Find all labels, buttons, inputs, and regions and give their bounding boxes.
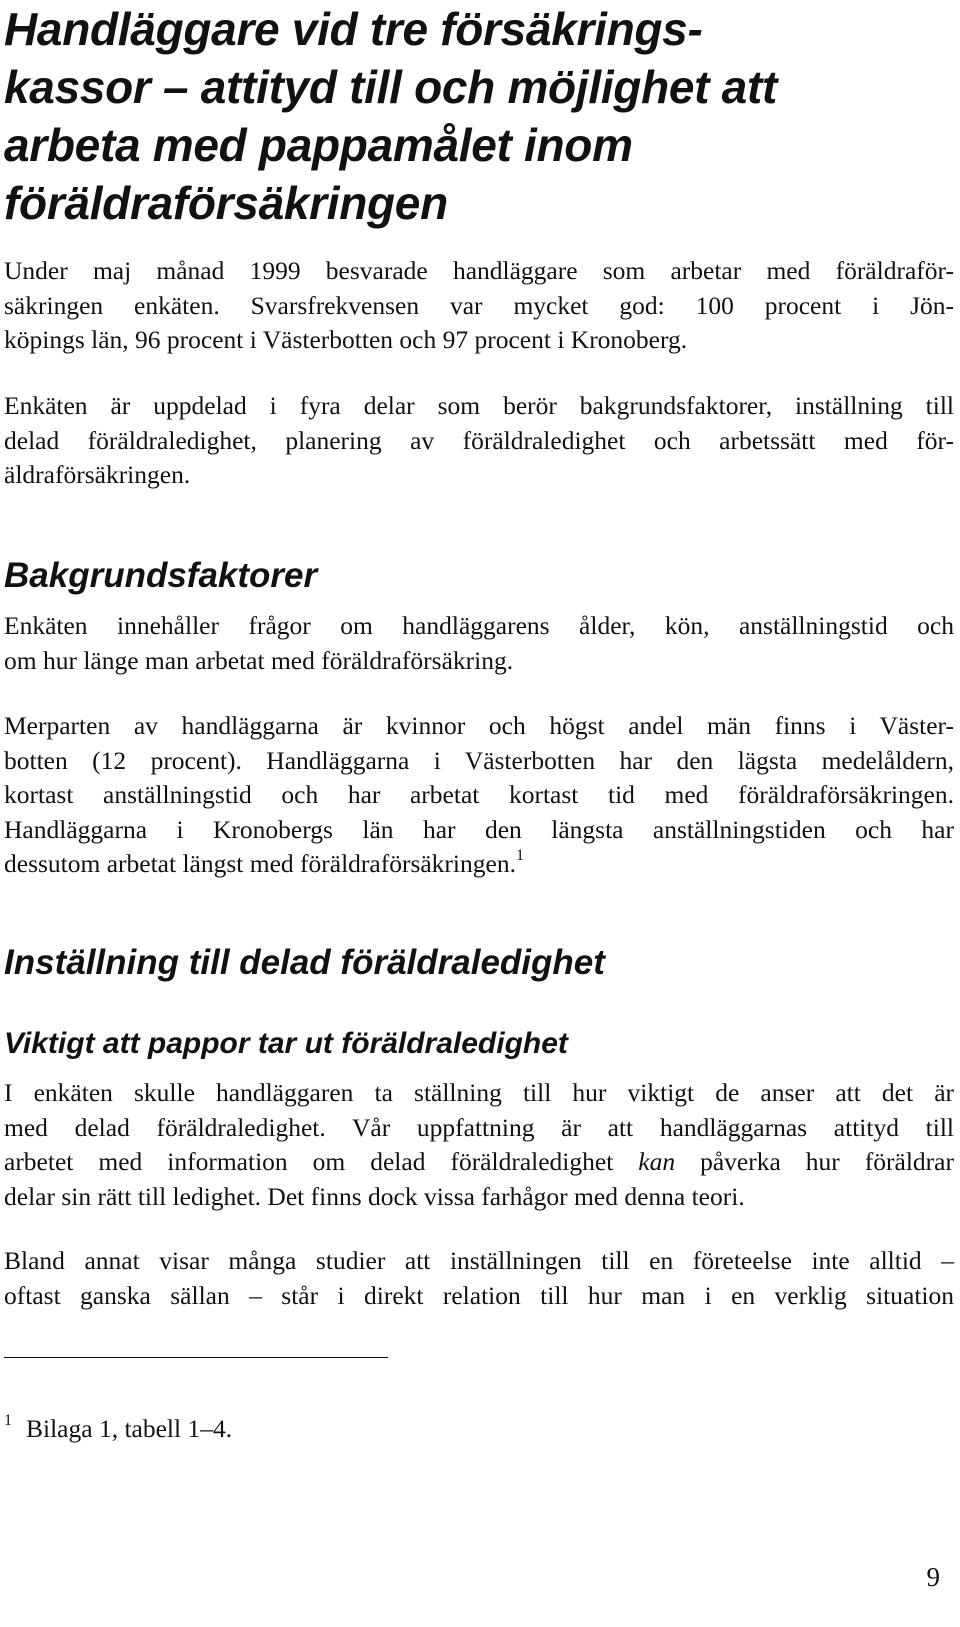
title-line: föräldraförsäkringen — [4, 177, 448, 229]
text-segment: arbetet med information om delad föräldraledighet — [4, 1147, 639, 1176]
footnote-text: Bilaga 1, tabell 1–4. — [26, 1414, 233, 1443]
page-title — [4, 0, 954, 232]
intro-paragraph-1 — [4, 254, 954, 358]
text-line: I enkäten skulle handläggaren ta ställning till hur viktigt de anser att det är — [4, 1078, 954, 1107]
page-number: 9 — [926, 1562, 940, 1592]
text-line: Enkäten innehåller frågor om handläggarens ålder, kön, anställningstid och — [4, 611, 954, 640]
text-line: delar sin rätt till ledighet. Det finns dock vissa farhågor med denna teori. — [4, 1181, 745, 1211]
text-line — [4, 847, 954, 882]
text-line: köpings län, 96 procent i Västerbotten och 97 procent i Kronoberg. — [4, 325, 688, 354]
emphasis-text: kan — [638, 1147, 676, 1176]
text-line: Merparten av handläggarna är kvinnor och högst andel män finns i Väster- — [4, 711, 954, 740]
section2-paragraph-1 — [4, 1076, 954, 1214]
footnote-reference[interactable]: 1 — [515, 847, 524, 864]
text-line: Bland annat visar många studier att inställningen till en företeelse inte alltid – — [4, 1246, 954, 1275]
footnote — [4, 1412, 232, 1446]
text-line: äldraförsäkringen. — [4, 460, 191, 489]
intro-paragraph-2 — [4, 389, 954, 493]
text-line: om hur länge man arbetat med föräldraförsäkring. — [4, 645, 514, 675]
section-heading-bakgrundsfaktorer: Bakgrundsfaktorer — [4, 556, 318, 595]
section1-paragraph-1 — [4, 609, 954, 678]
text-line: säkringen enkäten. Svarsfrekvensen var mycket god: 100 procent i Jön- — [4, 290, 954, 320]
text-line: kortast anställningstid och har arbetat kortast tid med föräldraförsäkringen. — [4, 780, 954, 809]
title-line: Handläggare vid tre försäkrings- — [4, 3, 703, 55]
title-line: kassor – attityd till och möjlighet att — [4, 61, 777, 113]
text-line: Enkäten är uppdelad i fyra delar som berör bakgrundsfaktorer, inställning till — [4, 391, 954, 420]
text-line: delad föräldraledighet, planering av föräldraledighet och arbetssätt med för- — [4, 425, 954, 455]
subsection-heading: Viktigt att pappor tar ut föräldraledighet — [4, 1027, 568, 1060]
text-line: Handläggarna i Kronobergs län har den längsta anställningstiden och har — [4, 814, 954, 844]
footnote-divider — [4, 1357, 388, 1358]
text-segment: dessutom arbetat längst med föräldraförsäkringen. — [4, 849, 516, 878]
section2-paragraph-2 — [4, 1244, 954, 1313]
text-line: oftast ganska sällan – står i direkt relation till hur man i en verklig situation — [4, 1280, 954, 1310]
footnote-mark: 1 — [4, 1412, 12, 1429]
text-line: botten (12 procent). Handläggarna i Västerbotten har den lägsta medelåldern, — [4, 745, 954, 775]
title-line: arbeta med pappamålet inom — [4, 119, 633, 171]
text-line: med delad föräldraledighet. Vår uppfattning är att handläggarnas attityd till — [4, 1112, 954, 1142]
section1-paragraph-2 — [4, 709, 954, 882]
text-segment: påverka hur föräldrar — [675, 1147, 954, 1176]
text-line — [4, 1145, 954, 1180]
section-heading-installning: Inställning till delad föräldraledighet — [4, 943, 605, 982]
text-line: Under maj månad 1999 besvarade handläggare som arbetar med föräldraför- — [4, 256, 954, 285]
